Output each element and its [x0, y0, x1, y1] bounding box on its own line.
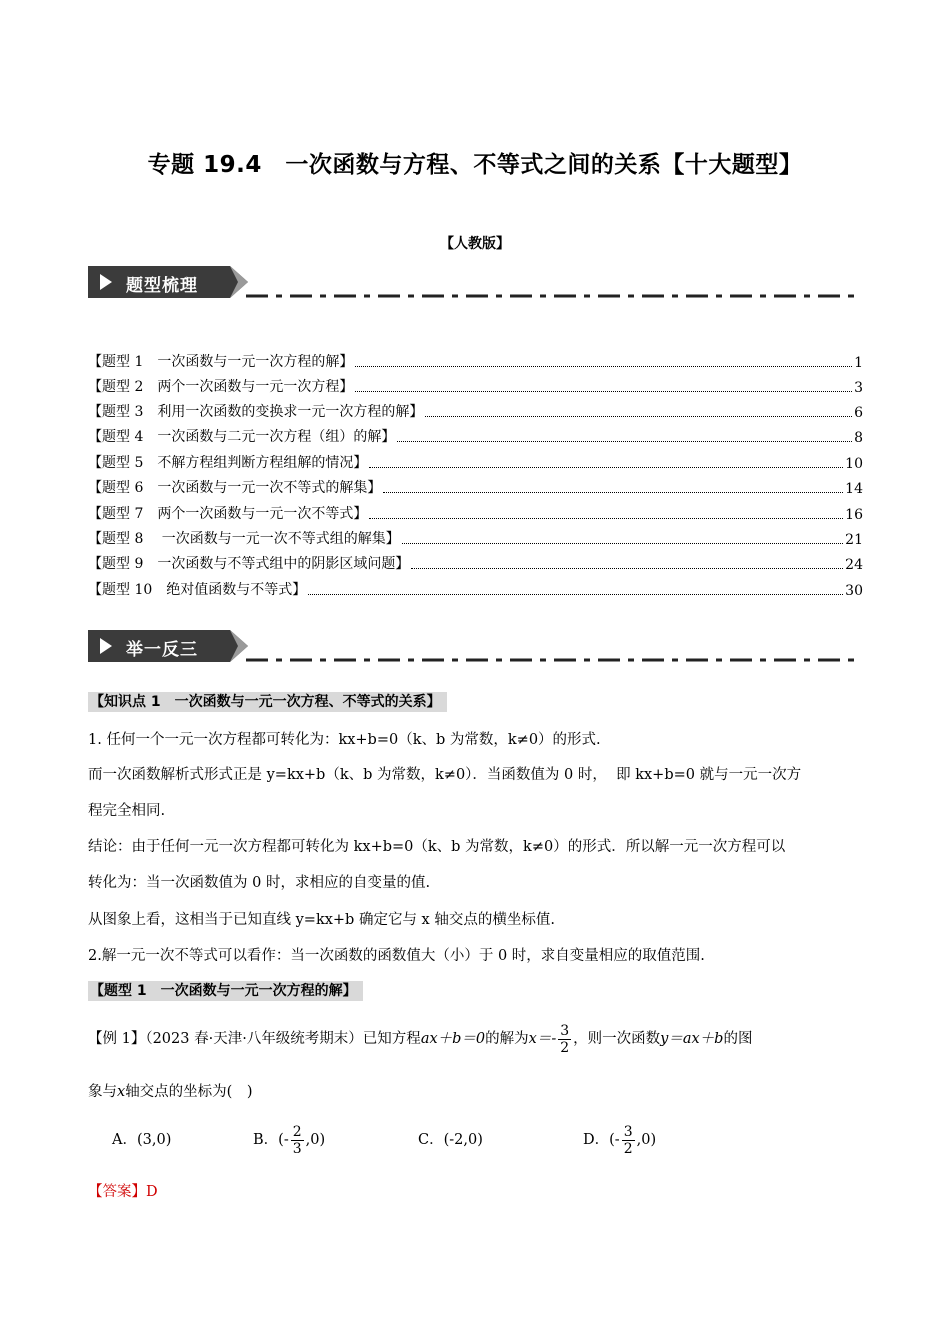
- banner-label: 举一反三: [126, 640, 198, 660]
- toc-item[interactable]: 【题型 4 一次函数与二元一次方程（组）的解】 8: [88, 429, 863, 446]
- answer-line: 【答案】D: [88, 1184, 158, 1200]
- toc-item[interactable]: 【题型 3 利用一次函数的变换求一元一次方程的解】 6: [88, 404, 863, 421]
- section-banner-catalog: [88, 266, 248, 298]
- toc-item[interactable]: 【题型 8 一次函数与一元一次不等式组的解集】 21: [88, 531, 863, 548]
- option-b[interactable]: B．(- $\frac{2}{3}$ ,0): [253, 1123, 326, 1157]
- dash-divider: [246, 293, 862, 299]
- banner-label: 题型梳理: [126, 276, 198, 296]
- knowledge-line: 转化为：当一次函数值为 0 时，求相应的自变量的值.: [88, 875, 431, 891]
- toc-item[interactable]: 【题型 9 一次函数与不等式组中的阴影区域问题】 24: [88, 556, 863, 573]
- example-line-2: 象与x轴交点的坐标为( ): [88, 1084, 253, 1100]
- knowledge-line: 1. 任何一个一元一次方程都可转化为：kx+b=0（k、b 为常数，k≠0）的形式.: [88, 732, 601, 748]
- toc-item[interactable]: 【题型 2 两个一次函数与一元一次方程】 3: [88, 379, 863, 396]
- fraction: $\frac{2}{3}$: [292, 1123, 302, 1157]
- toc-item[interactable]: 【题型 1 一次函数与一元一次方程的解】 1: [88, 354, 863, 371]
- knowledge-line: 而一次函数解析式形式正是 y=kx+b（k、b 为常数，k≠0）．当函数值为 0 时， 即 kx+b=0 就与一元一次方: [88, 767, 802, 783]
- knowledge-line: 结论：由于任何一元一次方程都可转化为 kx+b=0（k、b 为常数，k≠0）的形式．所以解一元一次方程可以: [88, 839, 786, 855]
- knowledge-line: 从图象上看，这相当于已知直线 y=kx+b 确定它与 x 轴交点的横坐标值.: [88, 912, 555, 928]
- option-d[interactable]: D．(- $\frac{3}{2}$ ,0): [583, 1123, 657, 1157]
- problem-type-heading: 【题型 1 一次函数与一元一次方程的解】: [88, 981, 363, 1001]
- toc-item[interactable]: 【题型 7 两个一次函数与一元一次不等式】 16: [88, 506, 863, 523]
- fraction: $\frac{3}{2}$: [560, 1022, 570, 1056]
- knowledge-line: 2.解一元一次不等式可以看作：当一次函数的函数值大（小）于 0 时，求自变量相应的取值范围.: [88, 948, 705, 964]
- knowledge-line: 程完全相同.: [88, 803, 166, 819]
- toc-item[interactable]: 【题型 6 一次函数与一元一次不等式的解集】 14: [88, 480, 863, 497]
- edition-label: 【人教版】: [440, 236, 510, 252]
- knowledge-heading: 【知识点 1 一次函数与一元一次方程、不等式的关系】: [88, 692, 447, 712]
- document-title: 专题 19.4 一次函数与方程、不等式之间的关系【十大题型】: [147, 152, 803, 178]
- fraction: $\frac{3}{2}$: [623, 1123, 633, 1157]
- dash-divider: [246, 657, 862, 663]
- toc-item[interactable]: 【题型 10 绝对值函数与不等式】 30: [88, 582, 863, 599]
- toc-item[interactable]: 【题型 5 不解方程组判断方程组解的情况】 10: [88, 455, 863, 472]
- option-c[interactable]: C．(-2,0): [418, 1132, 483, 1148]
- option-a[interactable]: A．(3,0): [112, 1132, 172, 1148]
- example-line-1: 【例 1】（2023 春·天津·八年级统考期末）已知方程ax＋b＝0的解为x＝- $\frac{3}{2}$ ，则一次函数y＝ax＋b的图: [88, 1022, 753, 1056]
- section-banner-practice: [88, 630, 248, 662]
